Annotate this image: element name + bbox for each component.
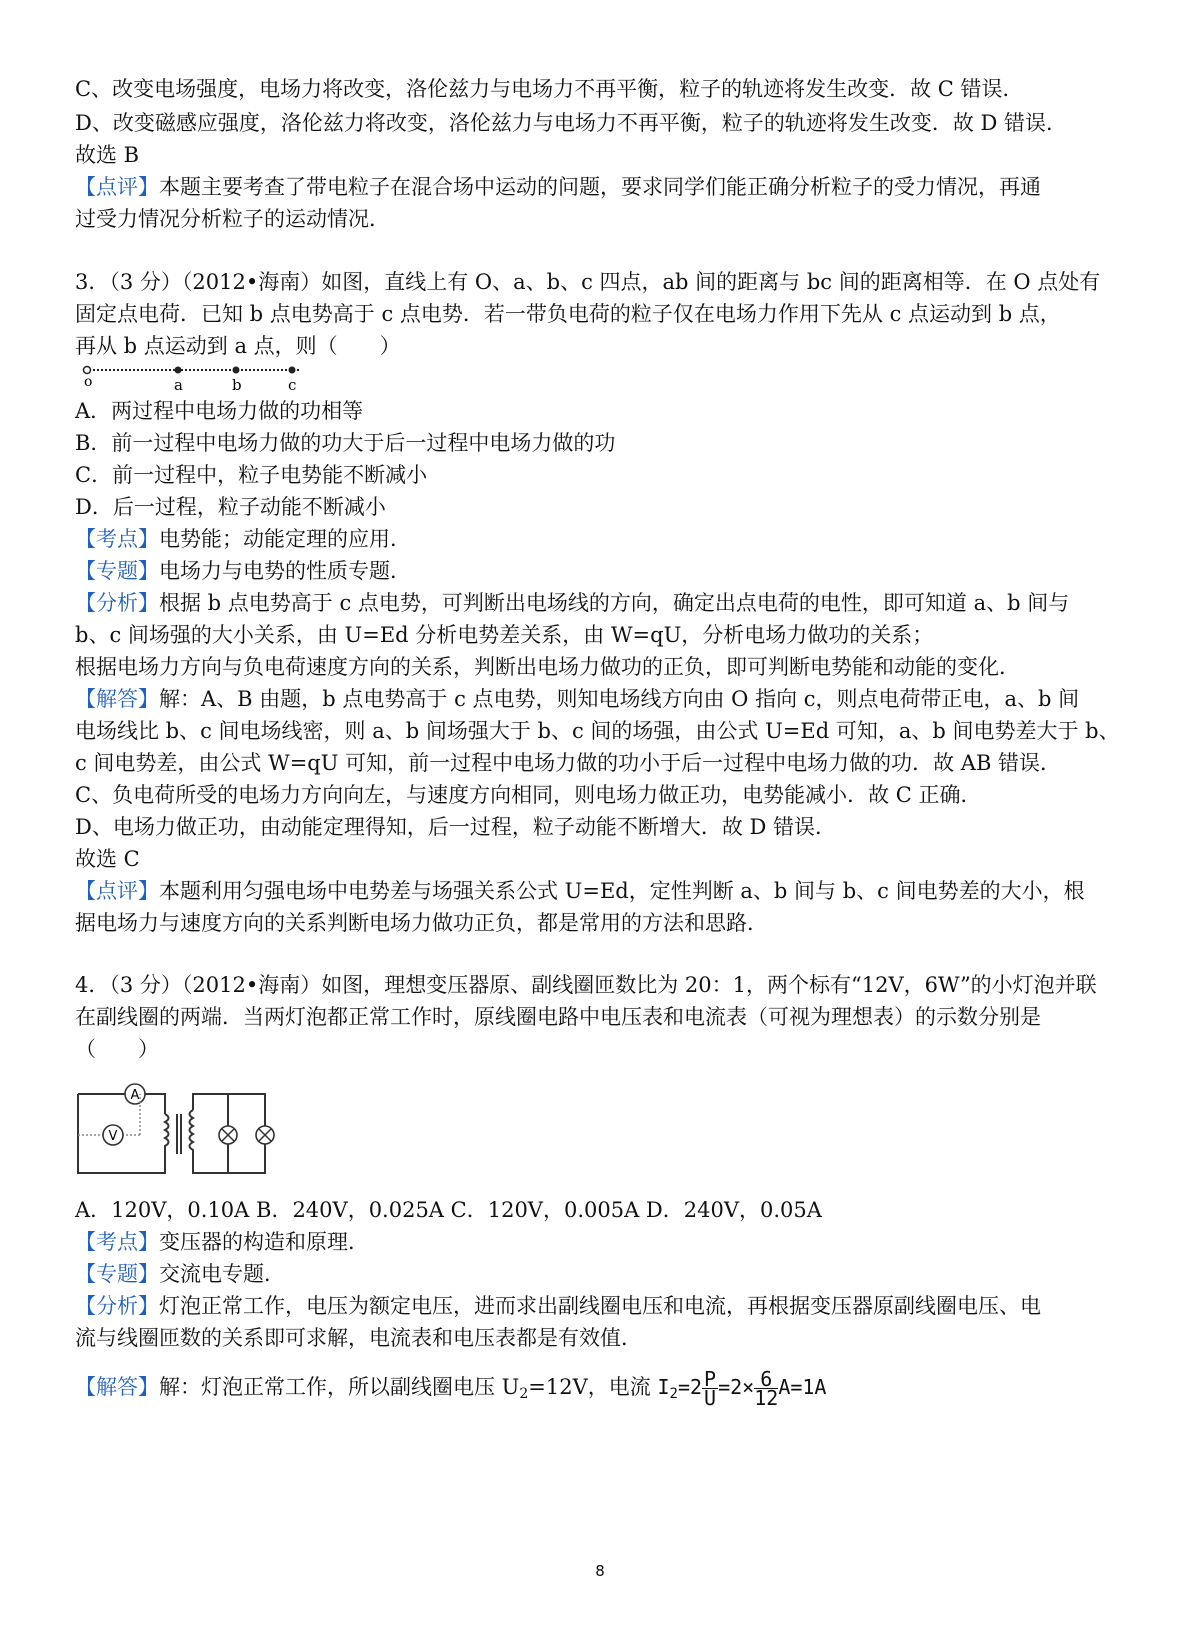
q4-stem-line-3: （ ） xyxy=(75,1037,159,1061)
q3-point-b xyxy=(233,367,240,374)
jieda-tag: 【解答】 xyxy=(75,687,159,711)
q3-label-c: c xyxy=(288,376,297,394)
formula-fraction-1: $\frac{P}{U}$ xyxy=(704,1367,717,1410)
q3-label-o: o xyxy=(84,374,93,390)
q3-option-a: A．两过程中电场力做的功相等 xyxy=(75,399,364,423)
q4-zhuanti xyxy=(75,1259,285,1289)
kaodian-tag: 【考点】 xyxy=(75,1230,159,1254)
voltmeter-label: V xyxy=(108,1129,118,1144)
q3-label-b: b xyxy=(232,376,242,394)
page-number: 8 xyxy=(595,1562,605,1580)
current-formula xyxy=(657,1367,827,1410)
review-tag: 【点评】 xyxy=(75,175,159,199)
prev-option-d: D、改变磁感应强度，洛伦兹力将改变，洛伦兹力与电场力不再平衡，粒子的轨迹将发生改变．故 D 错误． xyxy=(75,111,1068,135)
q3-point-o xyxy=(84,367,91,374)
q3-stem-line-3: 再从 b 点运动到 a 点，则（ ） xyxy=(75,334,401,358)
q3-point-c xyxy=(289,367,296,374)
formula-tail: A=1A xyxy=(778,1375,827,1399)
q4-fenxi-line-1 xyxy=(75,1291,1041,1321)
q3-option-d: D．后一过程，粒子动能不断减小 xyxy=(75,495,386,519)
q4-jieda-line-1 xyxy=(75,1365,826,1416)
jieda-text-2: =12V，电流 xyxy=(528,1375,651,1399)
q4-stem-line-2: 在副线圈的两端．当两灯泡都正常工作时，原线圈电路中电压表和电流表（可视为理想表）的示数分别是 xyxy=(75,1005,1041,1029)
q3-jieda-line-4: C、负电荷所受的电场力方向向左，与速度方向相同，则电场力做正功，电势能减小．故 C 正确． xyxy=(75,783,982,807)
kaodian-text: 电势能；动能定理的应用． xyxy=(159,527,411,551)
fenxi-text: 灯泡正常工作，电压为额定电压，进而求出副线圈电压和电流，再根据变压器原副线圈电压、电 xyxy=(159,1294,1041,1318)
q3-jieda-line-5: D、电场力做正功，由动能定理得知，后一过程，粒子动能不断增大．故 D 错误． xyxy=(75,815,837,839)
fenxi-text: 根据 b 点电势高于 c 点电势，可判断出电场线的方向，确定出点电荷的电性，即可知道 a、b 间与 xyxy=(159,591,1070,615)
q3-choose: 故选 C xyxy=(75,847,140,871)
kaodian-tag: 【考点】 xyxy=(75,527,159,551)
formula-fraction-2: $\frac{6}{12}$ xyxy=(754,1367,779,1410)
q3-review-line-1 xyxy=(75,876,1085,906)
jieda-subscript: 2 xyxy=(519,1386,529,1402)
prev-option-c: C、改变电场强度，电场力将改变，洛伦兹力与电场力不再平衡，粒子的轨迹将发生改变．故 C 错误． xyxy=(75,77,1024,101)
jieda-text: 解：灯泡正常工作，所以副线圈电压 U xyxy=(159,1375,520,1399)
q4-options: A．120V，0.10A B．240V，0.025A C．120V，0.005A D．240V，0.05A xyxy=(75,1198,822,1222)
formula-eq2: =2× xyxy=(718,1375,755,1399)
zhuanti-text: 交流电专题． xyxy=(159,1262,285,1286)
q3-option-b: B．前一过程中电场力做的功大于后一过程中电场力做的功 xyxy=(75,431,616,455)
q4-fenxi-line-2: 流与线圈匝数的关系即可求解，电流表和电压表都是有效值． xyxy=(75,1326,642,1350)
review-text: 本题主要考查了带电粒子在混合场中运动的问题，要求同学们能正确分析粒子的受力情况，再通 xyxy=(159,175,1041,199)
q4-primary-coil xyxy=(165,1114,169,1152)
zhuanti-text: 电场力与电势的性质专题． xyxy=(159,559,411,583)
q4-secondary-coil xyxy=(190,1110,194,1156)
jieda-text: 解：A、B 由题，b 点电势高于 c 点电势，则知电场线方向由 O 指向 c，则点电荷带正电，a、b 间 xyxy=(159,687,1080,711)
q3-review-line-2: 据电场力与速度方向的关系判断电场力做功正负，都是常用的方法和思路． xyxy=(75,911,768,935)
formula-lhs-sub: 2 xyxy=(669,1386,678,1402)
formula-eq1: =2 xyxy=(677,1375,703,1399)
q3-zhuanti xyxy=(75,556,411,586)
prev-choose: 故选 B xyxy=(75,143,140,167)
ammeter-label: A xyxy=(130,1088,140,1103)
review-text: 本题利用匀强电场中电势差与场强关系公式 U=Ed，定性判断 a、b 间与 b、c 间电势差的大小，根 xyxy=(159,879,1085,903)
q3-stem-line-2: 固定点电荷．已知 b 点电势高于 c 点电势．若一带负电荷的粒子仅在电场力作用下先从 c 点运动到 b 点， xyxy=(75,302,1061,326)
q3-option-c: C．前一过程中，粒子电势能不断减小 xyxy=(75,463,428,487)
q3-fenxi-line-2: b、c 间场强的大小关系，由 U=Ed 分析电势差关系，由 W=qU，分析电场力做功的关系； xyxy=(75,623,934,647)
jieda-tag: 【解答】 xyxy=(75,1375,159,1399)
q4-transformer-circuit xyxy=(70,1080,280,1180)
fenxi-tag: 【分析】 xyxy=(75,1294,159,1318)
q3-jieda-line-2: 电场线比 b、c 间电场线密，则 a、b 间场强大于 b、c 间的场强，由公式 U=Ed 可知，a、b 间电势差大于 b、 xyxy=(75,719,1120,743)
kaodian-text: 变压器的构造和原理． xyxy=(159,1230,369,1254)
q4-stem-line-1: 4．（3 分）（2012•海南）如图，理想变压器原、副线圈匝数比为 20：1，两个标有“12V，6W”的小灯泡并联 xyxy=(75,973,1097,997)
q3-fenxi-line-1 xyxy=(75,588,1069,618)
q3-label-a: a xyxy=(174,376,183,394)
formula-lhs: I xyxy=(657,1375,670,1399)
q3-fenxi-line-3: 根据电场力方向与负电荷速度方向的关系，判断出电场力做功的正负，即可判断电势能和动能的变化． xyxy=(75,655,1020,679)
q3-jieda-line-3: c 间电势差，由公式 W=qU 可知，前一过程中电场力做的功小于后一过程中电场力做的功．故 AB 错误． xyxy=(75,751,1062,775)
q3-point-a xyxy=(175,367,182,374)
review-tag: 【点评】 xyxy=(75,879,159,903)
prev-review-line-1 xyxy=(75,172,1041,202)
q3-line-diagram xyxy=(75,360,315,396)
fenxi-tag: 【分析】 xyxy=(75,591,159,615)
q3-jieda-line-1 xyxy=(75,684,1079,714)
q4-kaodian xyxy=(75,1227,369,1257)
zhuanti-tag: 【专题】 xyxy=(75,559,159,583)
q3-kaodian xyxy=(75,524,411,554)
q4-primary-wire-top xyxy=(78,1094,165,1114)
zhuanti-tag: 【专题】 xyxy=(75,1262,159,1286)
q3-stem-line-1: 3．（3 分）（2012•海南）如图，直线上有 O、a、b、c 四点，ab 间的距离与 bc 间的距离相等．在 O 点处有 xyxy=(75,270,1101,294)
prev-review-line-2: 过受力情况分析粒子的运动情况． xyxy=(75,207,390,231)
